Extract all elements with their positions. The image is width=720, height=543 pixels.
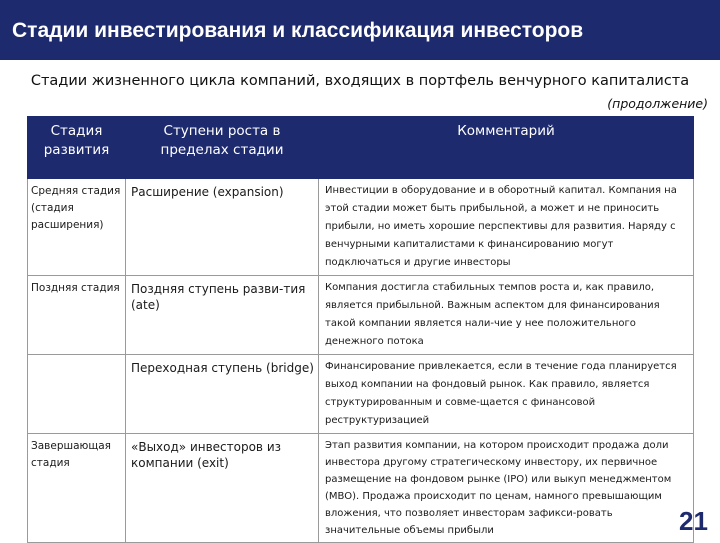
stages-table — [27, 116, 694, 543]
page-number: 21 — [679, 506, 708, 536]
comment-cell: Инвестиции в оборудование и в оборотный капитал. Компания на этой стадии может быть прибыльной, а может и не приносить прибыли, но иметь хорошие перспективы для развития. Наряду с венчурными капиталистами к финансированию могут подключаться и другие инвесторы — [319, 179, 694, 276]
step-cell: Поздняя ступень разви-тия (ate) — [126, 276, 319, 355]
stage-cell: Поздняя стадия — [28, 276, 126, 355]
table-row — [28, 355, 694, 434]
step-cell: «Выход» инвесторов из компании (exit) — [126, 434, 319, 543]
continuation-note: (продолжение) — [607, 96, 708, 111]
column-header-step: Ступени роста в пределах стадии — [126, 117, 319, 179]
stage-cell — [28, 355, 126, 434]
comment-cell: Этап развития компании, на котором происходит продажа доли инвестора другому стратегическому инвестору, их первичное размещение на фондовом рынке (IPO) или выкуп менеджментом (MBO). Продажа происходит по ценам, намного превышающим вложения, что позволяет инвесторам зафикси-ровать значительные объемы прибыли — [319, 434, 694, 543]
comment-cell: Финансирование привлекается, если в течение года планируется выход компании на фондовый рынок. Как правило, является структурированным и совме-щается с финансовой реструктуризацией — [319, 355, 694, 434]
title-bar — [0, 0, 720, 60]
step-cell: Расширение (expansion) — [126, 179, 319, 276]
stage-cell: Средняя стадия (стадия расширения) — [28, 179, 126, 276]
slide-subtitle: Стадии жизненного цикла компаний, входящих в портфель венчурного капиталиста — [30, 73, 690, 89]
column-header-stage: Стадия развития — [28, 117, 126, 179]
step-cell: Переходная ступень (bridge) — [126, 355, 319, 434]
table-row — [28, 434, 694, 543]
table-row — [28, 276, 694, 355]
stage-cell: Завершающая стадия — [28, 434, 126, 543]
column-header-comment: Комментарий — [319, 117, 694, 179]
table-row — [28, 179, 694, 276]
table-header-row — [28, 117, 694, 179]
comment-cell: Компания достигла стабильных темпов роста и, как правило, является прибыльной. Важным аспектом для финансирования такой компании является нали-чие у нее положительного денежного потока — [319, 276, 694, 355]
slide-title: Стадии инвестирования и классификация инвесторов — [12, 19, 584, 42]
